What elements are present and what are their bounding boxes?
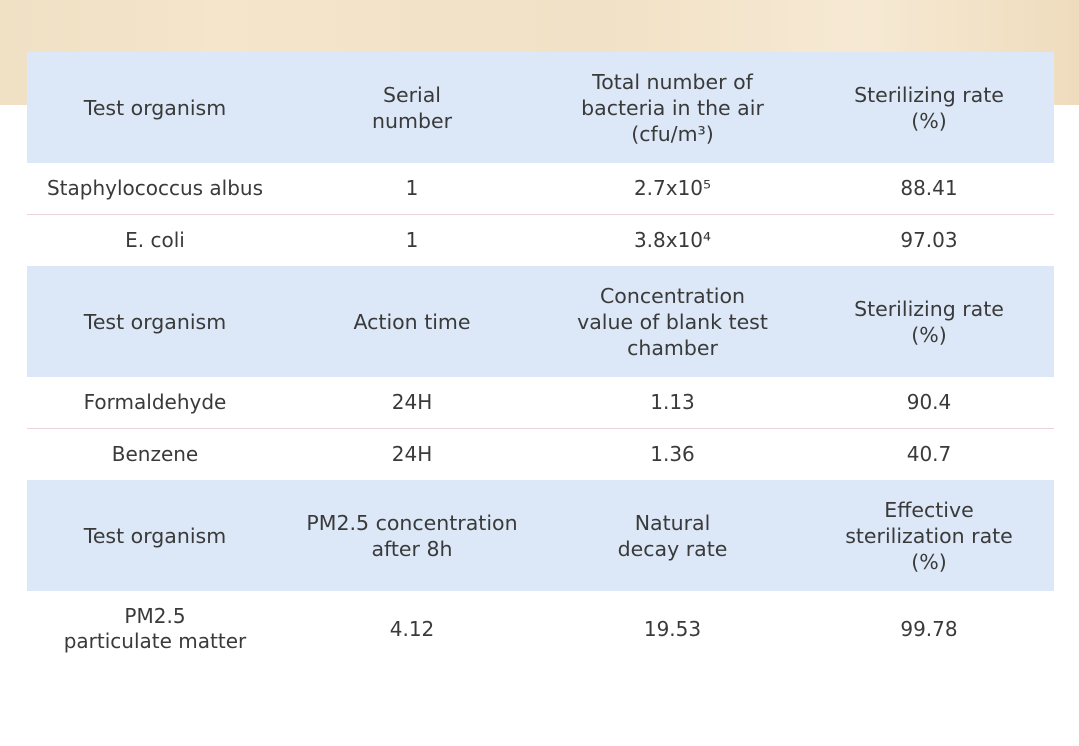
table-cell: Staphylococcus albus xyxy=(46,176,264,200)
table-row xyxy=(27,591,1054,667)
table-cell: Formaldehyde xyxy=(83,390,227,414)
table-row xyxy=(27,215,1054,266)
table-cell: 40.7 xyxy=(906,442,952,466)
header-cell: Test organism xyxy=(83,309,227,334)
header-cell: Effective sterilization rate (%) xyxy=(845,497,1013,574)
table-cell: 4.12 xyxy=(389,616,435,641)
header-cell: Test organism xyxy=(83,523,227,548)
table-row xyxy=(27,163,1054,215)
table-cell: 97.03 xyxy=(900,228,958,252)
table-header-row xyxy=(27,52,1054,163)
table-cell: 1 xyxy=(405,176,419,200)
header-cell: Concentration value of blank test chamber xyxy=(577,283,768,360)
table-header-row xyxy=(27,480,1054,591)
table-cell: PM2.5 particulate matter xyxy=(63,604,247,653)
table-header-row xyxy=(27,266,1054,377)
header-cell: Serial number xyxy=(371,82,452,133)
header-cell: Total number of bacteria in the air (cfu/m³) xyxy=(581,69,764,146)
header-cell: Sterilizing rate (%) xyxy=(854,82,1004,133)
table-cell: 19.53 xyxy=(643,616,702,641)
table-cell: 3.8x10⁴ xyxy=(633,228,712,252)
table-cell: 90.4 xyxy=(906,390,952,414)
table-cell: 1.36 xyxy=(650,442,695,466)
table-cell: 88.41 xyxy=(900,176,958,200)
header-cell: Sterilizing rate (%) xyxy=(854,296,1004,347)
table-row xyxy=(27,429,1054,480)
table-cell: E. coli xyxy=(125,228,185,252)
header-cell: PM2.5 concentration after 8h xyxy=(306,510,518,561)
header-cell: Action time xyxy=(353,309,471,334)
test-results-table xyxy=(27,52,1054,667)
table-cell: 2.7x10⁵ xyxy=(633,176,712,200)
header-cell: Natural decay rate xyxy=(617,510,728,561)
table-cell: Benzene xyxy=(111,442,199,466)
header-cell: Test organism xyxy=(83,95,227,120)
table-cell: 1 xyxy=(405,228,419,252)
table-cell: 24H xyxy=(391,442,433,466)
table-cell: 24H xyxy=(391,390,433,414)
table-row xyxy=(27,377,1054,429)
table-cell: 99.78 xyxy=(900,616,958,641)
table-cell: 1.13 xyxy=(650,390,695,414)
